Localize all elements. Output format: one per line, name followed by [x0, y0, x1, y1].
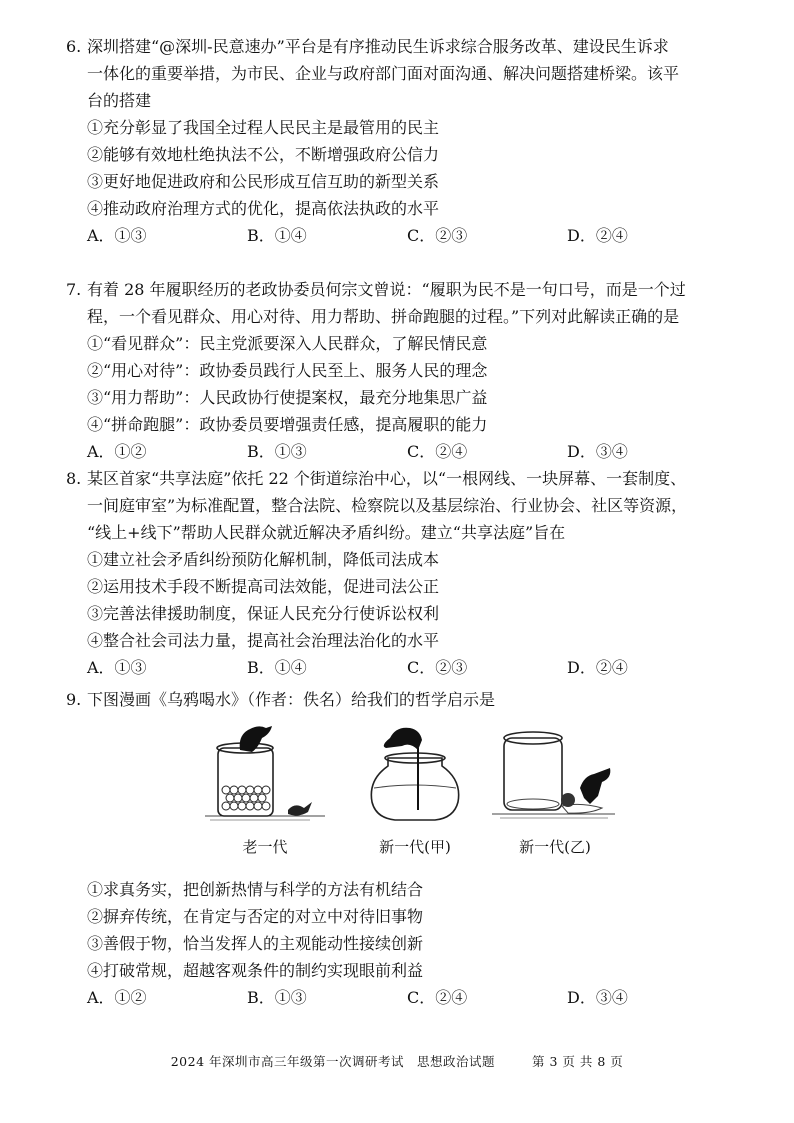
crow-drinking-with-straw-from-vase-icon: [350, 718, 480, 828]
statement-3: ③善假于物，恰当发挥人的主观能动性接续创新: [87, 934, 424, 953]
option-d: D．②④: [567, 658, 628, 677]
question-number: 9.: [66, 690, 82, 709]
option-c: C．②④: [407, 988, 468, 1007]
page-footer: [0, 1052, 794, 1070]
option-c: C．②③: [407, 226, 468, 245]
statement-1: ①充分彰显了我国全过程人民民主是最管用的民主: [87, 118, 440, 137]
statement-4: ④整合社会司法力量，提高社会治理法治化的水平: [87, 631, 440, 650]
comic-caption: 老一代: [242, 838, 288, 856]
option-a: A．①③: [87, 658, 147, 677]
comic-caption: 新一代(甲): [379, 838, 451, 856]
statement-1: ①求真务实，把创新热情与科学的方法有机结合: [87, 880, 424, 899]
question-stem-line: 台的搭建: [87, 91, 152, 110]
crow-dropping-pebbles-into-jar-icon: [200, 718, 330, 828]
option-a: A．①③: [87, 226, 147, 245]
question-6: [66, 33, 746, 249]
statement-1: ①“看见群众”：民主党派要深入人民群众，了解民情民意: [87, 334, 488, 353]
question-number: 6.: [66, 37, 82, 56]
statement-4: ④“拼命跑腿”：政协委员要增强责任感，提高履职的能力: [87, 415, 488, 434]
question-stem: 6. 深圳搭建“@深圳-民意速办”平台是有序推动民生诉求综合服务改革、建设民生诉求: [66, 33, 746, 60]
option-c: C．②④: [407, 442, 468, 461]
answer-options: [66, 654, 746, 681]
question-number: 7.: [66, 280, 82, 299]
option-d: D．③④: [567, 988, 628, 1007]
statement-2: ②“用心对待”：政协委员践行人民至上、服务人民的理念: [87, 361, 488, 380]
answer-options: [66, 222, 746, 249]
question-stem-line: 一体化的重要举措，为市民、企业与政府部门面对面沟通、解决问题搭建桥梁。该平: [87, 64, 680, 83]
question-8: [66, 465, 746, 681]
question-stem: 7. 有着 28 年履职经历的老政协委员何宗文曾说：“履职为民不是一句口号，而是一个过: [66, 276, 746, 303]
question-stem-line: 程，一个看见群众、用心对待、用力帮助、拼命跑腿的过程。”下列对此解读正确的是: [87, 307, 680, 326]
statement-4: ④推动政府治理方式的优化，提高依法执政的水平: [87, 199, 440, 218]
statement-2: ②摒弃传统，在肯定与否定的对立中对待旧事物: [87, 907, 424, 926]
option-b: B．①③: [247, 988, 307, 1007]
comic-panel-new-generation-b: [490, 718, 620, 868]
crow-drinking-from-tipped-jar-icon: [490, 718, 620, 828]
page-number: 第 3 页 共 8 页: [531, 1054, 624, 1069]
option-b: B．①④: [247, 226, 307, 245]
option-c: C．②③: [407, 658, 468, 677]
answer-options: [66, 438, 746, 465]
statement-3: ③完善法律援助制度，保证人民充分行使诉讼权利: [87, 604, 440, 623]
statement-3: ③更好地促进政府和公民形成互信互助的新型关系: [87, 172, 440, 191]
question-stem: 8. 某区首家“共享法庭”依托 22 个街道综治中心，以“一根网线、一块屏幕、一套制度、: [66, 465, 746, 492]
question-7: [66, 276, 746, 465]
statement-2: ②能够有效地杜绝执法不公，不断增强政府公信力: [87, 145, 440, 164]
comic-panel-old-generation: [200, 718, 330, 868]
statement-2: ②运用技术手段不断提高司法效能，促进司法公正: [87, 577, 440, 596]
exam-title: 2024 年深圳市高三年级第一次调研考试 思想政治试题: [170, 1054, 496, 1069]
comic-panel-new-generation-a: [350, 718, 480, 868]
option-d: D．③④: [567, 442, 628, 461]
statement-1: ①建立社会矛盾纠纷预防化解机制，降低司法成本: [87, 550, 440, 569]
option-b: B．①④: [247, 658, 307, 677]
answer-options: [66, 984, 746, 1011]
statement-3: ③“用力帮助”：人民政协行使提案权，最充分地集思广益: [87, 388, 488, 407]
question-9-statements: [66, 876, 746, 1011]
question-stem-line: 一间庭审室”为标准配置，整合法院、检察院以及基层综治、行业协会、社区等资源，: [87, 496, 688, 515]
option-a: A．①②: [87, 442, 147, 461]
statement-4: ④打破常规，超越客观条件的制约实现眼前利益: [87, 961, 424, 980]
question-9: [66, 686, 746, 713]
option-d: D．②④: [567, 226, 628, 245]
question-stem-line: “线上+线下”帮助人民群众就近解决矛盾纠纷。建立“共享法庭”旨在: [87, 523, 566, 542]
question-stem: 9. 下图漫画《乌鸦喝水》（作者：佚名）给我们的哲学启示是: [66, 686, 746, 713]
option-b: B．①③: [247, 442, 307, 461]
crow-drinking-water-comic: [200, 718, 620, 868]
option-a: A．①②: [87, 988, 147, 1007]
question-number: 8.: [66, 469, 82, 488]
comic-caption: 新一代(乙): [519, 838, 591, 856]
